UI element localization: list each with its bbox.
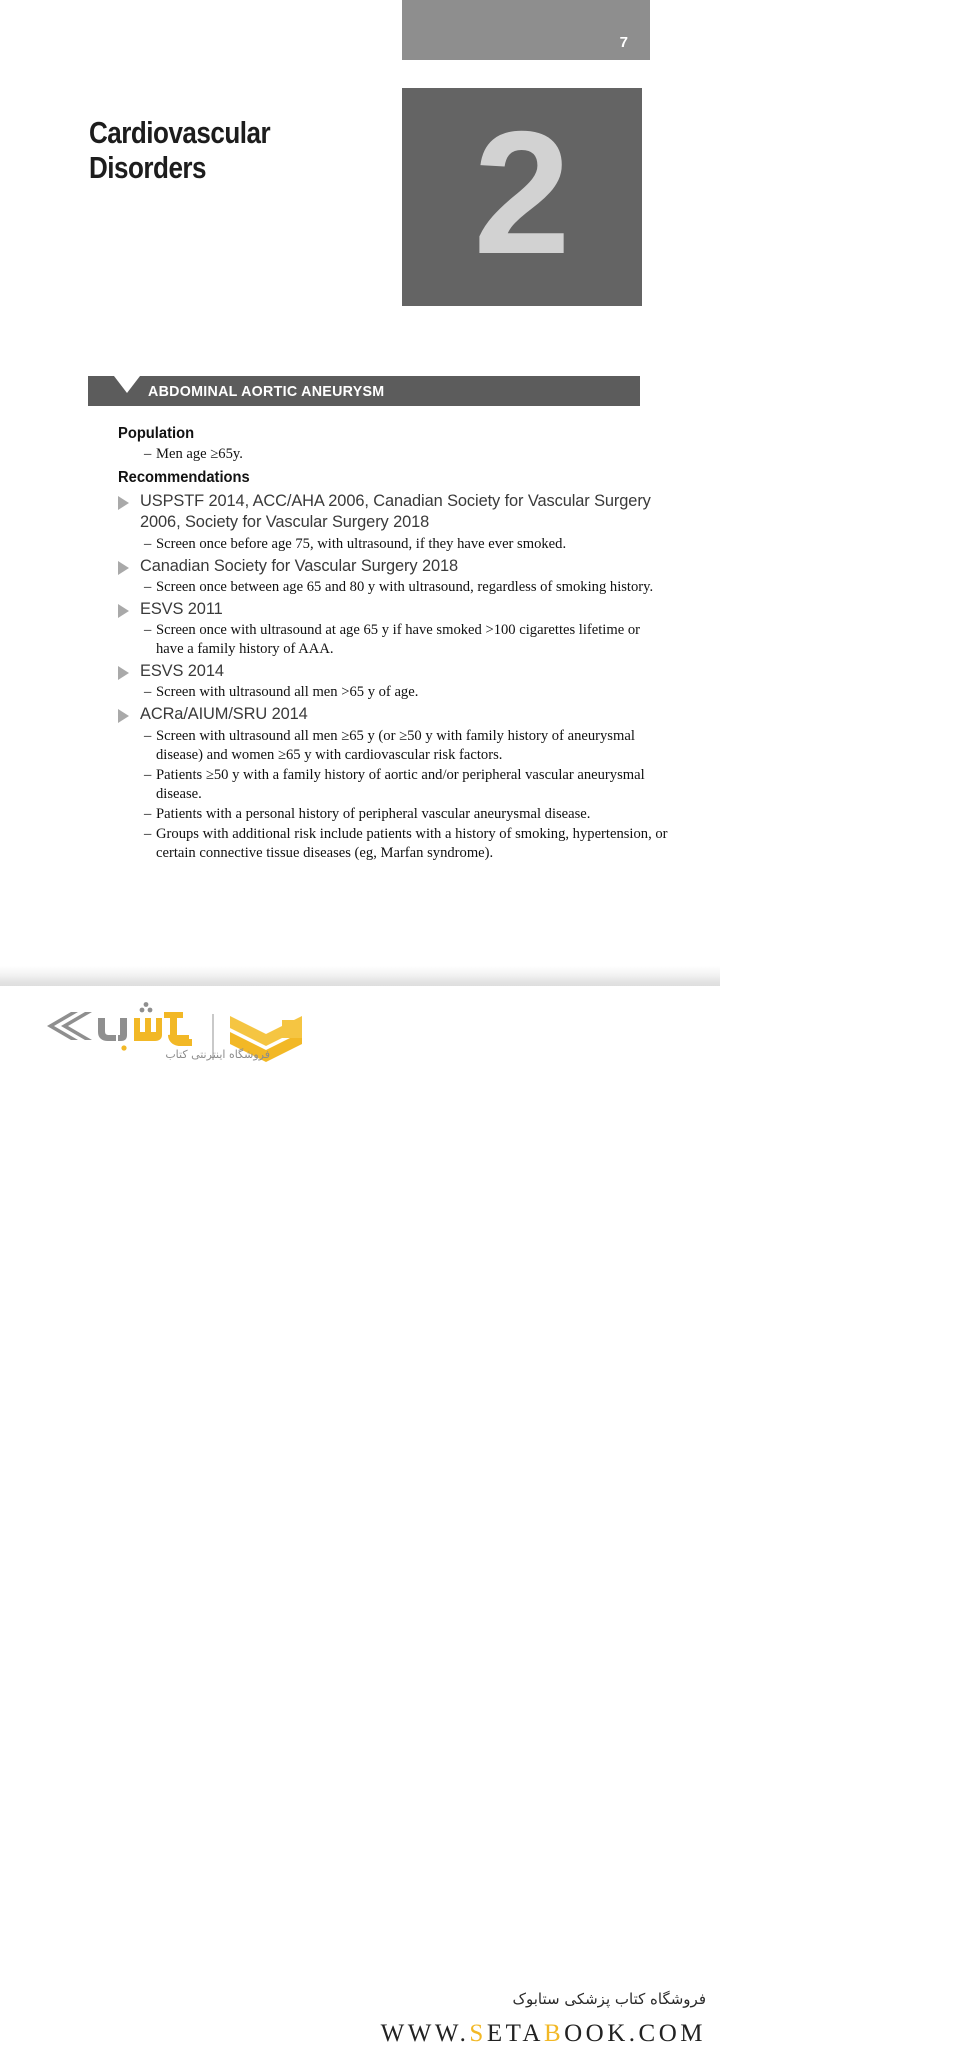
population-item-text: Men age ≥65y. [156,446,243,463]
dash-bullet-icon: – [144,578,152,595]
page-header-bar [402,0,650,60]
chapter-number: 2 [473,95,571,291]
recommendation-item-text: Patients ≥50 y with a family history of aortic and/or peripheral vascular aneurysmal disease. [156,766,645,802]
triangle-bullet-icon [118,709,129,723]
page-title [89,115,341,186]
recommendation-item [118,766,670,804]
dash-bullet-icon: – [144,535,152,552]
dash-bullet-icon: – [144,622,152,639]
dash-bullet-icon: – [144,684,152,701]
url-part-0: WWW. [380,2020,470,2047]
page-bottom-shadow [0,966,720,986]
recommendation-org-text: ESVS 2011 [140,599,223,618]
recommendation-item-text: Screen once between age 65 and 80 y with ultrasound, regardless of smoking history. [156,578,654,595]
recommendation-org-text: USPSTF 2014, ACC/AHA 2006, Canadian Society for Vascular Surgery 2006, Society for Vascular Surgery 2018 [140,491,651,532]
dash-bullet-icon: – [144,727,152,744]
chapter-number-block [402,88,642,306]
setabook-logo[interactable] [34,998,324,1068]
recommendation-org [118,599,670,620]
url-part-3: B [543,2020,565,2047]
recommendation-org [118,491,670,534]
population-item [118,445,670,464]
recommendation-item [118,805,670,824]
recommendation-org-text: Canadian Society for Vascular Surgery 2018 [140,556,459,575]
recommendation-org [118,556,670,577]
logo-subtitle: فروشگاه اینترنتی كتاب [165,1048,270,1061]
recommendation-item [118,535,670,554]
url-part-2: ETA [486,2020,544,2047]
recommendation-item-text: Screen with ultrasound all men >65 y of age. [156,684,419,701]
chapter-title-line-1: Cardiovascular [89,115,271,150]
recommendation-org [118,704,670,725]
recommendation-item-text: Screen once with ultrasound at age 65 y if have smoked >100 cigarettes lifetime or have a family history of AAA. [156,622,640,658]
recommendation-item-text: Screen with ultrasound all men ≥65 y (or ≥50 y with family history of aneurysmal disease) and women ≥65 y with cardiovascular risk factors. [156,727,635,763]
recommendations-heading: Recommendations [118,469,250,487]
content-body [118,424,670,862]
recommendation-org [118,661,670,682]
recommendation-item [118,621,670,659]
footer-watermark [0,986,720,2047]
recommendation-item-text: Screen once before age 75, with ultrasound, if they have ever smoked. [156,535,567,552]
page-number: 7 [619,34,628,51]
dash-bullet-icon: – [144,825,152,842]
section-notch-triangle-icon [114,376,140,393]
triangle-bullet-icon [118,496,129,510]
url-part-4: OOK.COM [564,2020,706,2047]
dash-bullet-icon: – [144,766,152,783]
recommendation-item-text: Patients with a personal history of peripheral vascular aneurysmal disease. [156,805,591,822]
footer-tagline-fa: فروشگاه كتاب پزشکی ستابوک [512,1990,706,2008]
triangle-bullet-icon [118,666,129,680]
population-heading: Population [118,425,195,442]
recommendation-item-text: Groups with additional risk include patients with a history of smoking, hypertension, or certain connective tissue diseases (eg, Marfan syndrome). [156,825,668,861]
triangle-bullet-icon [118,604,129,618]
recommendation-org-text: ESVS 2014 [140,662,224,681]
dash-bullet-icon: – [144,805,152,822]
url-part-1: S [469,2020,487,2047]
dash-bullet-icon: – [144,446,152,463]
recommendation-org-text: ACRa/AIUM/SRU 2014 [140,705,308,724]
recommendation-item [118,727,670,765]
triangle-bullet-icon [118,561,129,575]
recommendation-item [118,825,670,863]
section-header-bar [88,376,640,406]
recommendation-item [118,578,670,597]
section-title: ABDOMINAL AORTIC ANEURYSM [148,383,385,400]
chapter-title-line-2: Disorders [89,150,207,186]
footer-website-url[interactable] [381,2020,706,2048]
header-notch-triangle-icon [932,33,970,60]
recommendation-item [118,683,670,702]
